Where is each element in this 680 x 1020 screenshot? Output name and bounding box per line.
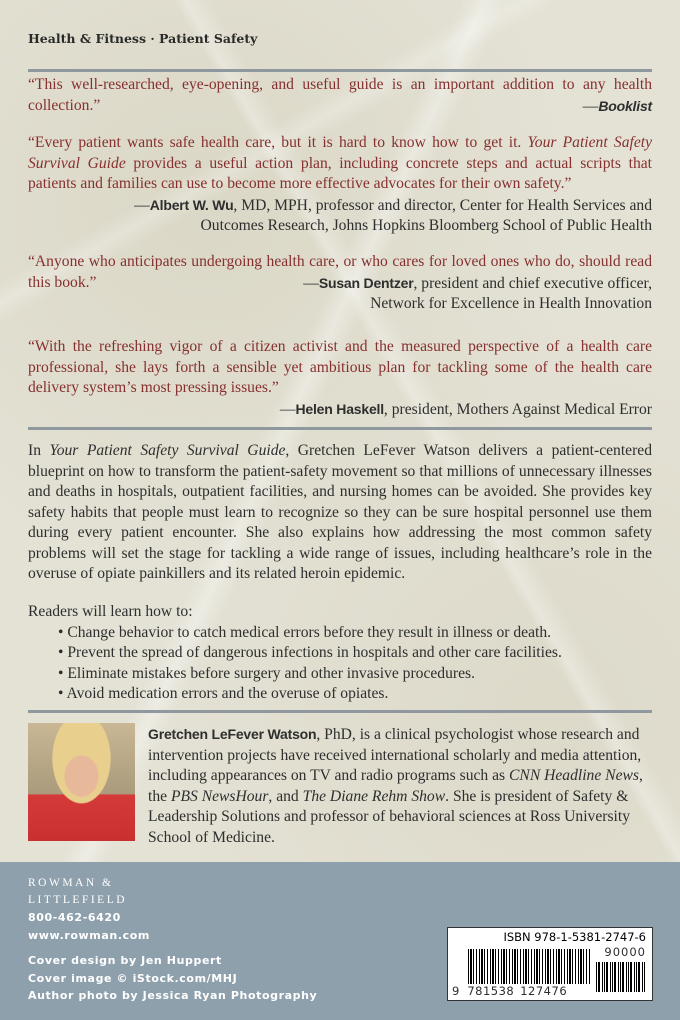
bio-text: , and [268, 787, 303, 805]
description-text: In [28, 442, 50, 459]
divider [28, 710, 652, 713]
credit-line: Cover design by Jen Huppert [28, 954, 222, 967]
book-title: Your Patient Safety Survival Guide [49, 442, 286, 459]
publisher-logo: ROWMAN & [28, 877, 114, 889]
author-bio [148, 724, 652, 848]
quote-affiliation: , president, Mothers Against Medical Error [383, 400, 652, 418]
publisher-logo: LITTLEFIELD [28, 894, 128, 906]
program-title: PBS NewsHour [170, 787, 269, 805]
quote-affiliation: , MD, MPH, professor and director, Center for Health Services and [233, 196, 652, 214]
learning-list [28, 602, 652, 705]
credit-line: Author photo by Jessica Ryan Photography [28, 989, 318, 1002]
program-title: CNN Headline News [509, 767, 639, 784]
quote-source: Helen Haskell [295, 400, 384, 417]
list-item: • Eliminate mistakes before surgery and other invasive procedures. [58, 664, 475, 682]
description-text: , Gretchen LeFever Watson delivers a patient-centered blueprint on how to transform the patient-safety movement so that millions of unnecessary illnesses and deaths in hospitals, outpatient facilities, and nursing homes can be avoided. She provides key safety habits that people must learn to recognize so they can be sure hospital personnel use them during every patient encounter. She also explains how addressing the most common safety problems will set the stage for tackling a wide range of issues, including healthcare’s role in the overuse of opiate painkillers and its related heroin epidemic. [28, 442, 652, 582]
quote-source: Booklist [598, 97, 652, 114]
description [28, 441, 652, 585]
credit-line: Cover image © iStock.com/MHJ [28, 971, 238, 985]
bio-text: . She is president of Safety & Leadership Solutions and professor of behavioral sciences at Ross University School of Medicine. [148, 787, 630, 846]
blurb-dentzer [28, 252, 652, 315]
quote-text: “This well-researched, eye-opening, and useful guide is an important addition to any health collection.” [28, 76, 652, 114]
list-item: • Change behavior to catch medical errors before they result in illness or death. [58, 623, 552, 641]
program-title: The Diane Rehm Show [302, 787, 446, 805]
quote-source: Albert W. Wu [149, 196, 234, 213]
author-name: Gretchen LeFever Watson [148, 726, 317, 742]
book-title: Your Patient Safety Survival Guide [28, 134, 652, 172]
addon-bars [596, 962, 646, 992]
quote-text: “With the refreshing vigor of a citizen activist and the measured perspective of a health care professional, she lays forth a sensible yet ambitious plan for tackling some of the health care delivery system’s most pressing issues.” [28, 338, 652, 396]
blurb-wu [28, 133, 652, 237]
list-item: • Prevent the spread of dangerous infections in hospitals and other care facilities. [58, 644, 562, 661]
dash: — [279, 400, 296, 418]
dash: — [303, 274, 319, 292]
quote-text: “Every patient wants safe health care, but it is hard to know how to get it. [28, 134, 528, 151]
author-photo [28, 723, 135, 841]
list-item: • Avoid medication errors and the overuse of opiates. [58, 685, 389, 702]
quote-affiliation: Outcomes Research, Johns Hopkins Bloomberg School of Public Health [200, 217, 652, 234]
list-intro: Readers will learn how to: [28, 603, 193, 620]
quote-source: Susan Dentzer [318, 274, 414, 291]
divider [28, 427, 652, 430]
barcode-digits: 127476 [520, 984, 568, 998]
barcode-digit: 9 [452, 984, 460, 998]
bio-text: , the [148, 767, 643, 805]
category-label: Health & Fitness · Patient Safety [28, 31, 258, 46]
isbn-text: ISBN 978-1-5381-2747-6 [503, 930, 646, 944]
barcode-bars [468, 949, 591, 984]
quote-text: provides a useful action plan, including concrete steps and actual scripts that patients and families can use to become more effective advocates for their own safety.” [28, 154, 653, 192]
blurb-booklist [28, 75, 652, 117]
quote-text: “Anyone who anticipates undergoing health care, or who cares for loved ones who do, should read this book.” [28, 253, 652, 291]
bio-text: , PhD, is a clinical psychologist whose research and intervention projects have received international scholarly and media attention, including appearances on TV and radio programs such as [148, 726, 642, 784]
publisher-info [28, 875, 317, 1005]
publisher-phone: 800-462-6420 [28, 911, 121, 924]
dash: — [134, 196, 150, 214]
isbn-barcode [447, 927, 653, 1001]
barcode-digits: 781538 [467, 984, 515, 998]
quote-affiliation: , president and chief executive officer, [413, 274, 652, 292]
quote-affiliation: Network for Excellence in Health Innovation [370, 295, 652, 312]
publisher-website: www.rowman.com [28, 928, 150, 942]
divider [28, 69, 652, 72]
price-code: 90000 [604, 945, 646, 959]
blurb-haskell [28, 337, 652, 420]
dash: — [582, 97, 599, 115]
